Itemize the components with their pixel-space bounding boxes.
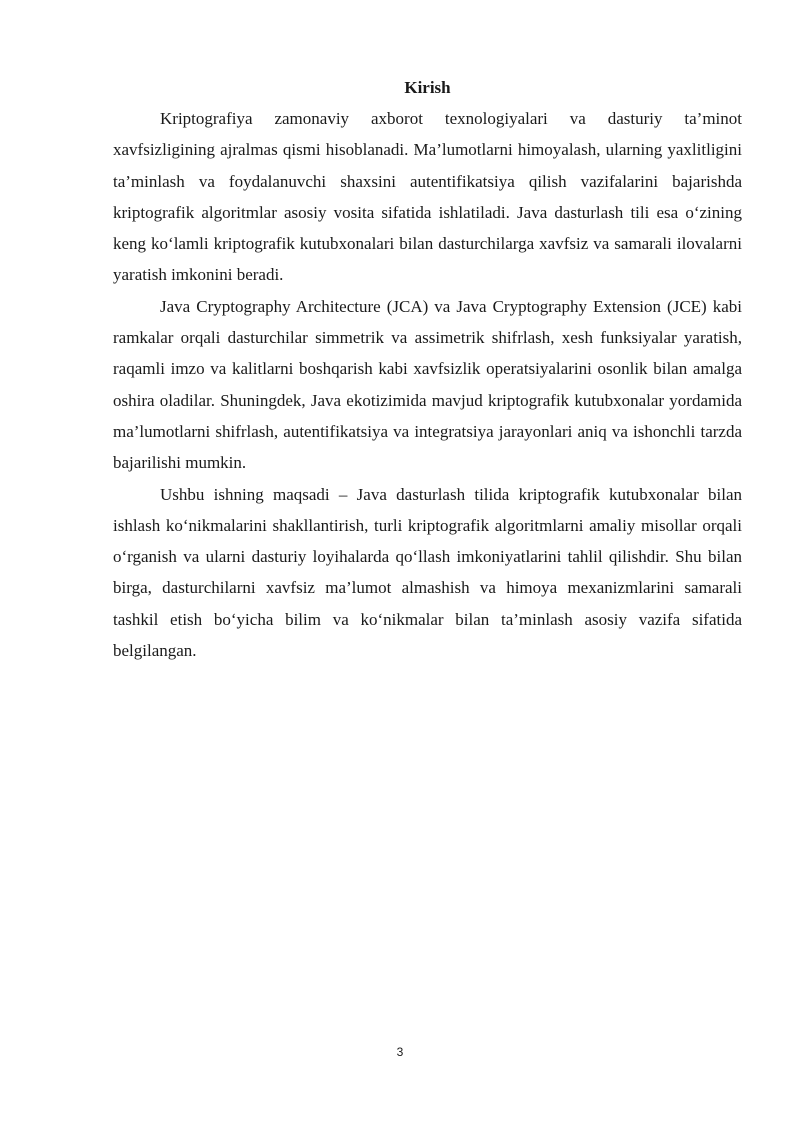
paragraph-intro: Kriptografiya zamonaviy axborot texnologiyalari va dasturiy ta’minot xavfsizligining ajralmas qismi hisoblanadi. Ma’lumotlarni himoyalash, ularning yaxlitligini ta’minlash va foydalanuvchi shaxsini autentifikatsiya qilish vazifalarini bajarishda kriptografik algoritmlar asosiy vosita sifatida ishlatiladi. Java dasturlash tili esa o‘zining keng ko‘lamli kriptografik kutubxonalari bilan dasturchilarga xavfsiz va samarali ilovalarni yaratish imkonini beradi. [113,109,742,285]
paragraph-goal: Ushbu ishning maqsadi – Java dasturlash tilida kriptografik kutubxonalar bilan ishlash ko‘nikmalarini shakllantirish, turli kriptografik algoritmlarni amaliy misollar orqali o‘rganish va ularni dasturiy loyihalarda qo‘llash imkoniyatlarini tahlil qilishdir. Shu bilan birga, dasturchilarni xavfsiz ma’lumot almashish va himoya mexanizmlarini samarali tashkil etish bo‘yicha bilim va ko‘nikmalar bilan ta’minlash asosiy vazifa sifatida belgilangan. [113,484,742,661]
section-title: Kirish [404,78,451,97]
paragraph-jca-jce: Java Cryptography Architecture (JCA) va Java Cryptography Extension (JCE) kabi ramkalar orqali dasturchilar simmetrik va assimetrik shifrlash, xesh funksiyalar yaratish, raqamli imzo va kalitlarni boshqarish kabi xavfsizlik operatsiyalarini osonlik bilan amalga oshira oladilar. Shuningdek, Java ekotizimida mavjud kriptografik kutubxonalar yordamida ma’lumotlarni shifrlash, autentifikatsiya va integratsiya jarayonlari aniq va ishonchli tarzda bajarilishi mumkin. [113,296,742,473]
page-content [113,72,742,666]
page-number: 3 [396,1045,404,1059]
